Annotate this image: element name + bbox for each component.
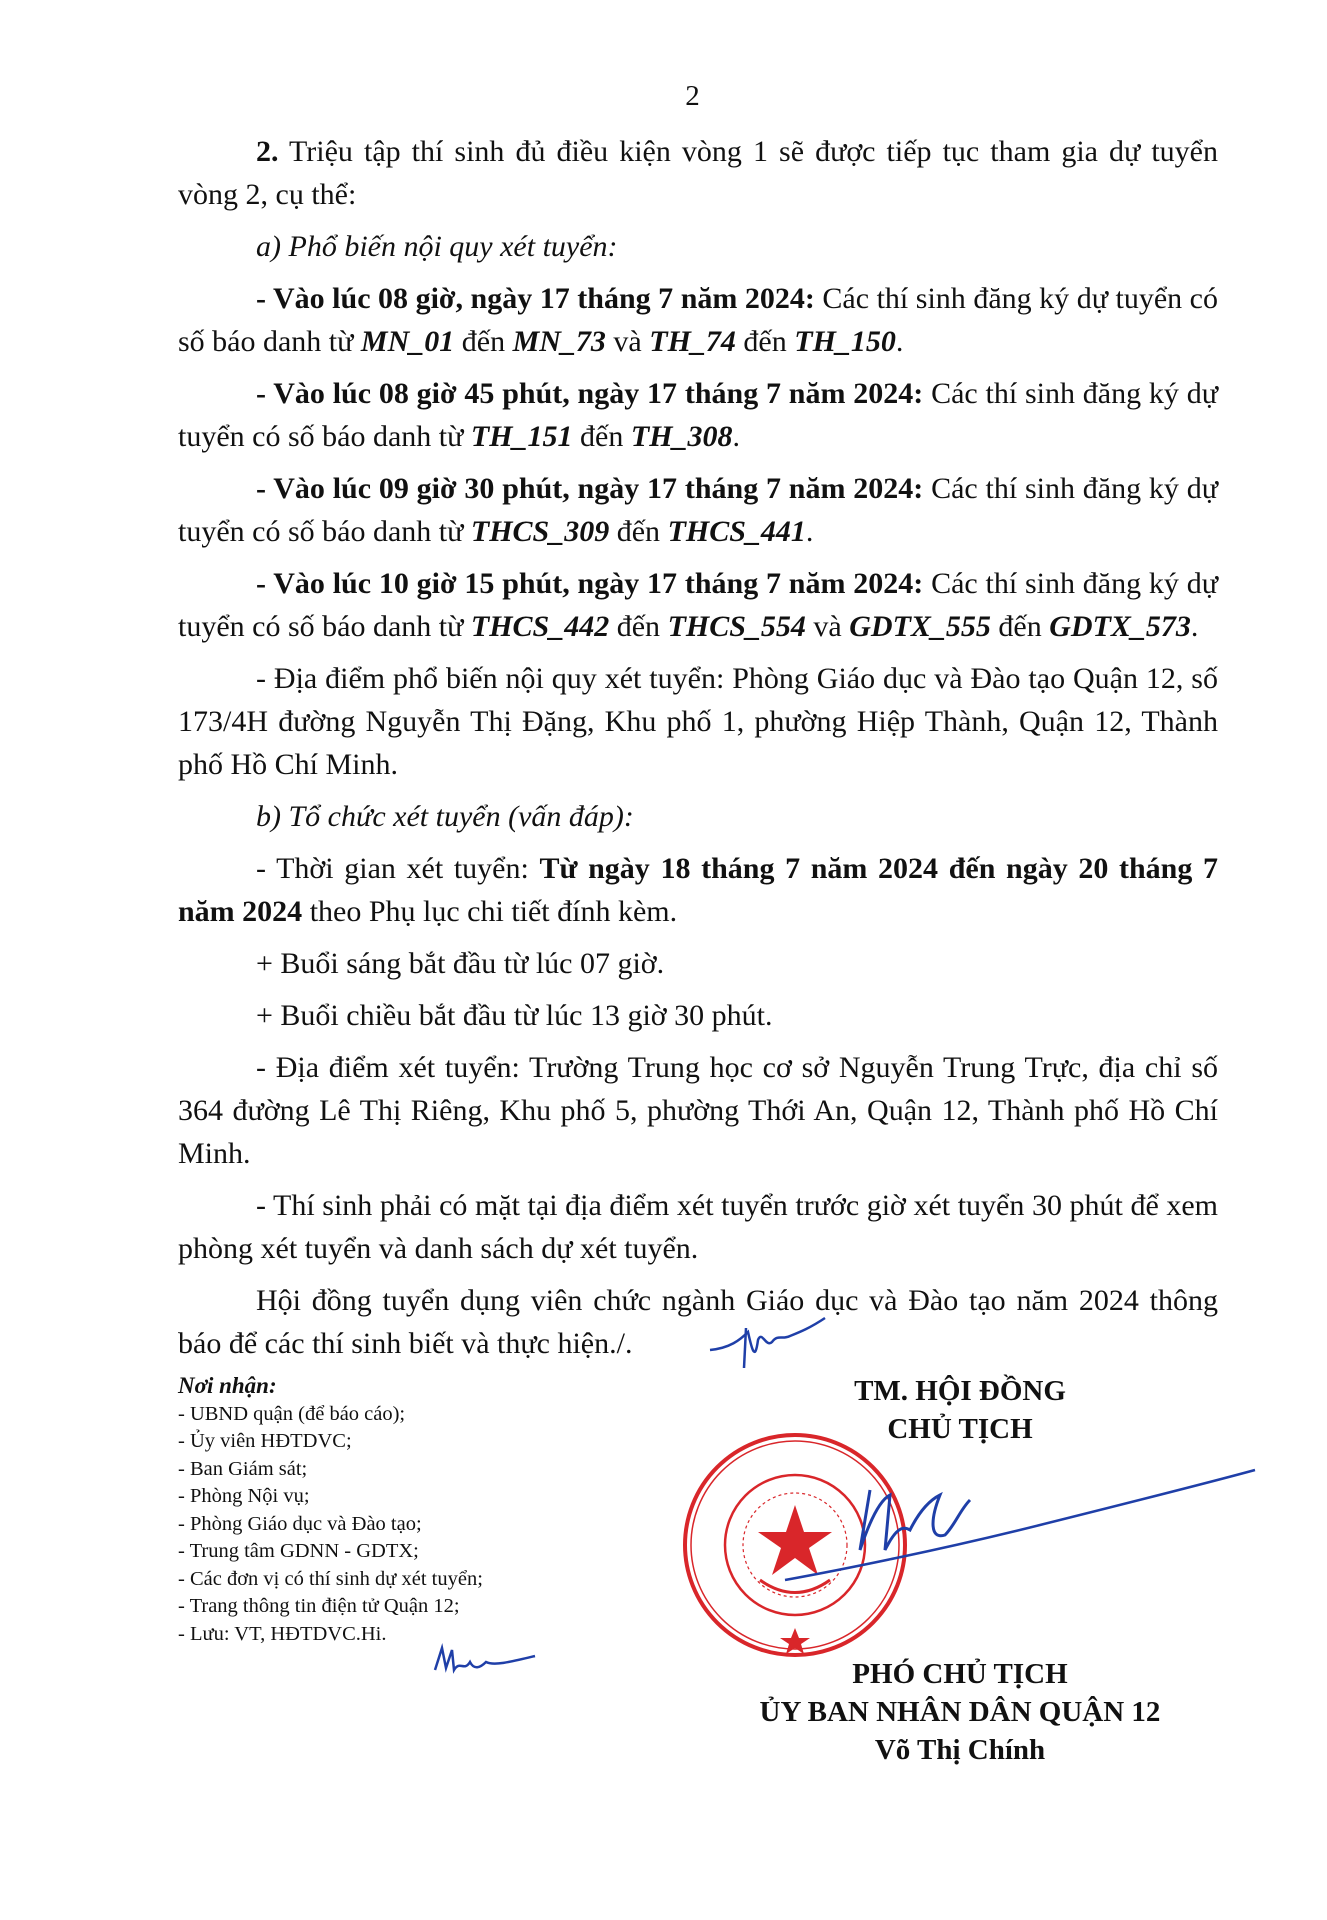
candidate-code: THCS_309	[470, 515, 610, 548]
afternoon-session: + Buổi chiều bắt đầu từ lúc 13 giờ 30 phút.	[256, 999, 773, 1032]
session-text: đến	[990, 610, 1050, 643]
signer-position: PHÓ CHỦ TỊCH	[852, 1658, 1068, 1690]
signer-name: Võ Thị Chính	[874, 1734, 1046, 1766]
candidate-code: TH_74	[649, 325, 736, 358]
session-3	[178, 467, 1218, 553]
recipient-item: - UBND quận (để báo cáo);	[178, 1402, 406, 1425]
session-4-time: - Vào lúc 10 giờ 15 phút, ngày 17 tháng 7 năm 2024:	[256, 567, 924, 600]
briefing-location: - Địa điểm phổ biến nội quy xét tuyển: Phòng Giáo dục và Đào tạo Quận 12, số 173/4H đường Nguyễn Thị Đặng, Khu phố 1, phường Hiệp Thành, Quận 12, Thành phố Hồ Chí Minh.	[178, 662, 1218, 781]
candidate-code: TH_151	[470, 420, 573, 453]
clerk-initials-icon	[430, 1640, 540, 1680]
session-4	[178, 562, 1218, 648]
session-text: Các thí sinh đăng ký dự tuyển có số báo danh từ	[178, 472, 1218, 548]
recipients-list	[178, 1372, 638, 1648]
recipient-item: - Phòng Nội vụ;	[178, 1485, 310, 1507]
signer-organization: ỦY BAN NHÂN DÂN QUẬN 12	[759, 1696, 1161, 1728]
page-number: 2	[685, 80, 700, 112]
recipient-item: - Phòng Giáo dục và Đào tạo;	[178, 1512, 422, 1535]
session-1	[178, 277, 1218, 363]
part-b-heading: b) Tổ chức xét tuyển (vấn đáp):	[256, 800, 634, 833]
candidate-code: THCS_441	[667, 515, 806, 548]
session-text: đến	[454, 325, 513, 358]
session-text: .	[805, 515, 814, 548]
session-2-time: - Vào lúc 08 giờ 45 phút, ngày 17 tháng 7 năm 2024:	[256, 377, 924, 410]
initial-signature-icon	[700, 1310, 830, 1370]
candidate-code: TH_308	[630, 420, 733, 453]
chairman-signature-icon	[780, 1440, 1260, 1600]
recipient-item: - Trang thông tin điện tử Quận 12;	[178, 1595, 460, 1617]
session-1-time: - Vào lúc 08 giờ, ngày 17 tháng 7 năm 2024:	[256, 282, 815, 315]
candidate-code: MN_73	[512, 325, 606, 358]
session-text: đến	[572, 420, 631, 453]
recipients-title: Nơi nhận:	[178, 1373, 277, 1398]
session-text: đến	[735, 325, 795, 358]
candidate-code: TH_150	[794, 325, 896, 358]
exam-time-label: - Thời gian xét tuyển:	[256, 852, 540, 885]
exam-time	[178, 847, 1218, 933]
session-text: .	[1190, 610, 1199, 643]
candidate-code: THCS_554	[667, 610, 806, 643]
recipient-item: - Ủy viên HĐTDVC;	[178, 1430, 352, 1452]
document-body	[178, 130, 1218, 1374]
section-2	[178, 130, 1218, 216]
recipient-item: - Các đơn vị có thí sinh dự xét tuyển;	[178, 1567, 483, 1590]
session-text: và	[605, 325, 650, 358]
recipient-item: - Trung tâm GDNN - GDTX;	[178, 1540, 419, 1562]
recipient-item: - Lưu: VT, HĐTDVC.Hi.	[178, 1622, 387, 1645]
session-text: .	[732, 420, 741, 453]
closing-statement: Hội đồng tuyển dụng viên chức ngành Giáo dục và Đào tạo năm 2024 thông báo để các thí sinh biết và thực hiện./.	[178, 1284, 1218, 1360]
candidate-code: GDTX_573	[1049, 610, 1191, 643]
exam-time-range: Từ ngày 18 tháng 7 năm 2024 đến ngày 20 tháng 7 năm 2024	[178, 852, 1218, 928]
arrival-note: - Thí sinh phải có mặt tại địa điểm xét tuyển trước giờ xét tuyển 30 phút để xem phòng xét tuyển và danh sách dự xét tuyển.	[178, 1189, 1218, 1265]
signature-line-2: CHỦ TỊCH	[887, 1413, 1033, 1445]
session-text: Các thí sinh đăng ký dự tuyển có số báo danh từ	[178, 377, 1218, 453]
part-a-heading: a) Phổ biến nội quy xét tuyển:	[256, 230, 618, 263]
session-text: Các thí sinh đăng ký dự tuyển có số báo danh từ	[178, 282, 1218, 358]
candidate-code: GDTX_555	[849, 610, 991, 643]
session-text: Các thí sinh đăng ký dự tuyển có số báo danh từ	[178, 567, 1218, 643]
session-2	[178, 372, 1218, 458]
session-text: đến	[609, 515, 668, 548]
signer-block	[690, 1655, 1230, 1769]
session-text: và	[805, 610, 850, 643]
exam-location: - Địa điểm xét tuyển: Trường Trung học cơ sở Nguyễn Trung Trực, địa chỉ số 364 đường Lê Thị Riêng, Khu phố 5, phường Thới An, Quận 12, Thành phố Hồ Chí Minh.	[178, 1051, 1218, 1170]
signature-line-1: TM. HỘI ĐỒNG	[854, 1375, 1066, 1407]
session-3-time: - Vào lúc 09 giờ 30 phút, ngày 17 tháng 7 năm 2024:	[256, 472, 924, 505]
exam-time-rest: theo Phụ lục chi tiết đính kèm.	[302, 895, 678, 928]
section-2-number: 2.	[256, 135, 279, 168]
section-2-text: Triệu tập thí sinh đủ điều kiện vòng 1 sẽ được tiếp tục tham gia dự tuyển vòng 2, cụ thể:	[178, 135, 1218, 211]
session-text: .	[895, 325, 904, 358]
morning-session: + Buổi sáng bắt đầu từ lúc 07 giờ.	[256, 947, 665, 980]
session-text: đến	[609, 610, 668, 643]
candidate-code: THCS_442	[470, 610, 610, 643]
candidate-code: MN_01	[360, 325, 455, 358]
recipient-item: - Ban Giám sát;	[178, 1457, 308, 1480]
